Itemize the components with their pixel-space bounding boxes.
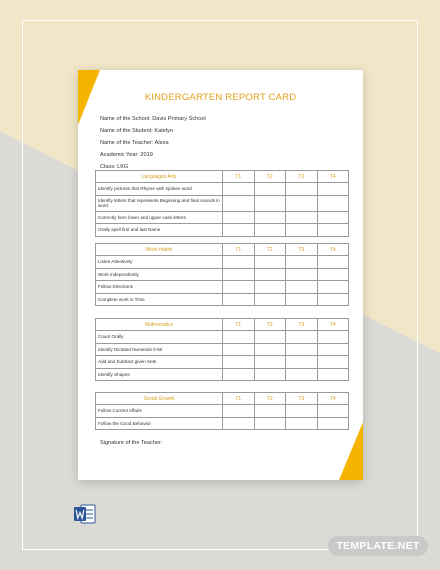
grade-cell <box>223 224 255 236</box>
info-school: Name of the School: Davis Primary School <box>100 116 206 122</box>
row-label: Follow Directions <box>96 281 223 293</box>
term-header: T2 <box>254 171 286 183</box>
info-student: Name of the Student: Katelyn <box>100 128 174 134</box>
row-label: Identify Shapes <box>96 368 223 380</box>
table-row <box>96 331 349 343</box>
row-label: Add and Subtract given Sets <box>96 356 223 368</box>
grade-cell <box>286 195 318 211</box>
grade-cell <box>286 224 318 236</box>
term-header: T1 <box>223 393 255 405</box>
grade-cell <box>317 195 349 211</box>
term-header: T4 <box>317 393 349 405</box>
template-net-watermark: TEMPLATE.NET <box>328 536 428 556</box>
row-label: Count Orally <box>96 331 223 343</box>
section-heading: Social Growth <box>96 393 223 405</box>
grade-cell <box>223 331 255 343</box>
term-header: T4 <box>317 244 349 256</box>
table-row <box>96 405 349 417</box>
grade-cell <box>254 405 286 417</box>
term-header: T3 <box>286 393 318 405</box>
grade-cell <box>254 195 286 211</box>
grade-cell <box>286 356 318 368</box>
term-header: T1 <box>223 171 255 183</box>
grade-cell <box>286 417 318 429</box>
table-row <box>96 417 349 429</box>
document-title: KINDERGARTEN REPORT CARD <box>144 92 297 103</box>
grade-cell <box>317 368 349 380</box>
table-row <box>96 195 349 211</box>
grade-cell <box>286 405 318 417</box>
section-heading: Mathematics <box>96 319 223 331</box>
grade-cell <box>254 183 286 195</box>
grade-cell <box>317 268 349 280</box>
grade-cell <box>223 368 255 380</box>
teacher-signature-label: Signature of the Teacher: <box>100 440 163 446</box>
grade-cell <box>223 183 255 195</box>
grade-cell <box>254 293 286 305</box>
table-row <box>96 211 349 223</box>
grade-cell <box>223 417 255 429</box>
grade-cell <box>223 211 255 223</box>
grade-cell <box>223 281 255 293</box>
grade-cell <box>286 293 318 305</box>
grade-cell <box>286 256 318 268</box>
term-header: T2 <box>254 393 286 405</box>
term-header: T1 <box>223 319 255 331</box>
row-label: Correctly form lower and upper case letters <box>96 211 223 223</box>
table-row <box>96 293 349 305</box>
info-class: Class: LKG <box>100 164 129 170</box>
row-label: Identify letters that represents Beginning and final sounds in word <box>96 195 223 211</box>
grade-cell <box>317 331 349 343</box>
table-row <box>96 268 349 280</box>
table-social-growth <box>95 392 349 430</box>
student-info <box>100 113 206 173</box>
grade-cell <box>223 356 255 368</box>
grade-cell <box>254 256 286 268</box>
table-row <box>96 183 349 195</box>
grade-cell <box>223 343 255 355</box>
row-label: Follow the Good Behavior <box>96 417 223 429</box>
table-row <box>96 356 349 368</box>
row-label: Work Independently <box>96 268 223 280</box>
term-header: T4 <box>317 171 349 183</box>
term-header: T1 <box>223 244 255 256</box>
row-label: Identify pictures that Rhyme with spoken word <box>96 183 223 195</box>
grade-cell <box>223 268 255 280</box>
grade-cell <box>254 343 286 355</box>
grade-cell <box>223 195 255 211</box>
table-row <box>96 256 349 268</box>
grade-cell <box>286 331 318 343</box>
info-year: Academic Year: 2019 <box>100 152 153 158</box>
grade-cell <box>317 293 349 305</box>
section-heading: Work Habits <box>96 244 223 256</box>
table-row <box>96 281 349 293</box>
table-row <box>96 224 349 236</box>
grade-cell <box>223 405 255 417</box>
term-header: T2 <box>254 244 286 256</box>
term-header: T2 <box>254 319 286 331</box>
term-header: T3 <box>286 244 318 256</box>
grade-cell <box>317 343 349 355</box>
table-header-row <box>96 171 349 183</box>
row-label: Orally spell first and last Name <box>96 224 223 236</box>
grade-cell <box>286 183 318 195</box>
table-header-row <box>96 319 349 331</box>
grade-cell <box>317 405 349 417</box>
grade-cell <box>317 224 349 236</box>
info-teacher: Name of the Teacher: Alexa <box>100 140 169 146</box>
grade-cell <box>254 417 286 429</box>
term-header: T3 <box>286 171 318 183</box>
grade-cell <box>254 224 286 236</box>
grade-cell <box>286 268 318 280</box>
report-card-sheet <box>78 70 363 480</box>
table-header-row <box>96 393 349 405</box>
grade-cell <box>317 211 349 223</box>
table-row <box>96 343 349 355</box>
term-header: T3 <box>286 319 318 331</box>
grade-cell <box>286 281 318 293</box>
table-work-habits <box>95 243 349 306</box>
grade-cell <box>223 256 255 268</box>
row-label: Complete work in Time <box>96 293 223 305</box>
corner-accent-bottom-right <box>339 422 363 480</box>
grade-cell <box>286 368 318 380</box>
grade-cell <box>223 293 255 305</box>
grade-cell <box>317 256 349 268</box>
grade-cell <box>317 183 349 195</box>
grade-cell <box>254 368 286 380</box>
table-languages-arts <box>95 170 349 237</box>
table-row <box>96 368 349 380</box>
grade-cell <box>254 281 286 293</box>
grade-cell <box>254 211 286 223</box>
grade-cell <box>286 211 318 223</box>
grade-cell <box>317 417 349 429</box>
grade-cell <box>317 356 349 368</box>
row-label: Listen Attentively <box>96 256 223 268</box>
row-label: Follow Current Affairs <box>96 405 223 417</box>
term-header: T4 <box>317 319 349 331</box>
section-heading: Languages Arts <box>96 171 223 183</box>
table-header-row <box>96 244 349 256</box>
grade-cell <box>254 331 286 343</box>
grade-cell <box>286 343 318 355</box>
word-file-icon <box>74 504 96 524</box>
grade-cell <box>317 281 349 293</box>
row-label: Identify Dictated Numerals 0-50 <box>96 343 223 355</box>
table-mathematics <box>95 318 349 381</box>
grade-cell <box>254 356 286 368</box>
grade-cell <box>254 268 286 280</box>
